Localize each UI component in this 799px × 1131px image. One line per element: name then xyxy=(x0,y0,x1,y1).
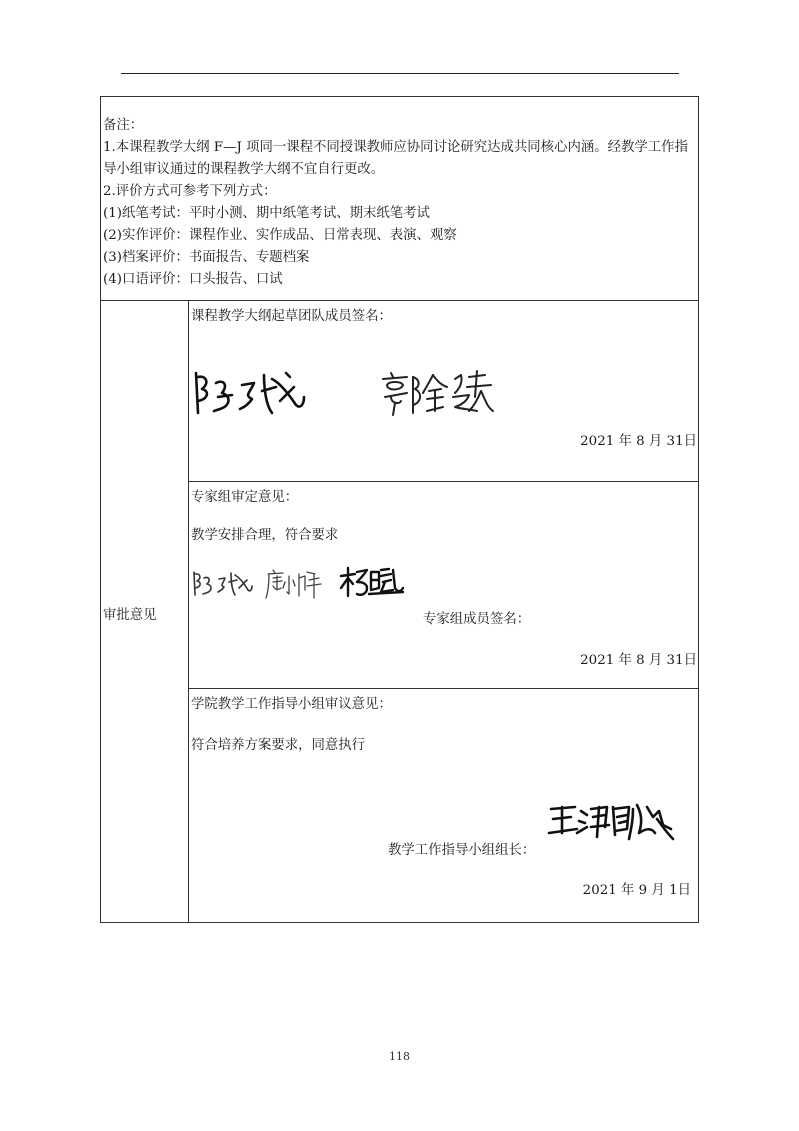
college-signer-label: 教学工作指导小组组长： xyxy=(388,843,536,858)
expert-opinion: 教学安排合理，符合要求 xyxy=(191,528,339,543)
method-1: (1)纸笔考试：平时小测、期中纸笔考试、期末纸笔考试 xyxy=(103,206,430,221)
expert-date: 2021 年 8 月 31日 xyxy=(580,653,697,668)
drafting-title: 课程教学大纲起草团队成员签名： xyxy=(191,309,392,324)
approval-label-cell xyxy=(101,301,189,922)
approval-form xyxy=(100,96,699,923)
expert-group-cell xyxy=(189,482,698,689)
page-number: 118 xyxy=(389,1050,410,1063)
method-2: (2)实作评价：课程作业、实作成品、日常表现、表演、观察 xyxy=(103,228,457,243)
signature-chen-mou-1 xyxy=(192,365,310,419)
college-title: 学院教学工作指导小组审议意见： xyxy=(191,697,392,712)
college-date: 2021 年 9 月 1日 xyxy=(582,883,691,898)
approval-label: 审批意见 xyxy=(103,608,157,623)
drafting-team-cell xyxy=(189,301,698,482)
notes-heading: 备注： xyxy=(103,118,144,133)
signature-guo-rui xyxy=(377,367,503,419)
notes-item-2: 2.评价方式可参考下列方式： xyxy=(103,184,277,199)
notes-section xyxy=(101,97,698,301)
notes-item-1: 1.本课程教学大纲 F—J 项同一课程不同授课教师应协同讨论研究达成共同核心内涵。经教学工作指导小组审议通过的课程教学大纲不宜自行更改。 xyxy=(103,140,688,177)
college-group-cell xyxy=(189,689,698,922)
signature-chen-mou-2 xyxy=(191,568,255,598)
signature-group-leader xyxy=(547,799,677,847)
college-opinion: 符合培养方案要求，同意执行 xyxy=(191,738,366,753)
signature-yang-xiaoyan xyxy=(339,564,405,598)
expert-signer-label: 专家组成员签名： xyxy=(423,612,531,627)
drafting-date: 2021 年 8 月 31日 xyxy=(580,434,697,449)
expert-title: 专家组审定意见： xyxy=(191,490,299,505)
header-rule xyxy=(121,73,679,74)
method-3: (3)档案评价：书面报告、专题档案 xyxy=(103,250,310,265)
signature-tang-xiaohui xyxy=(265,566,323,600)
method-4: (4)口语评价：口头报告、口试 xyxy=(103,272,283,287)
